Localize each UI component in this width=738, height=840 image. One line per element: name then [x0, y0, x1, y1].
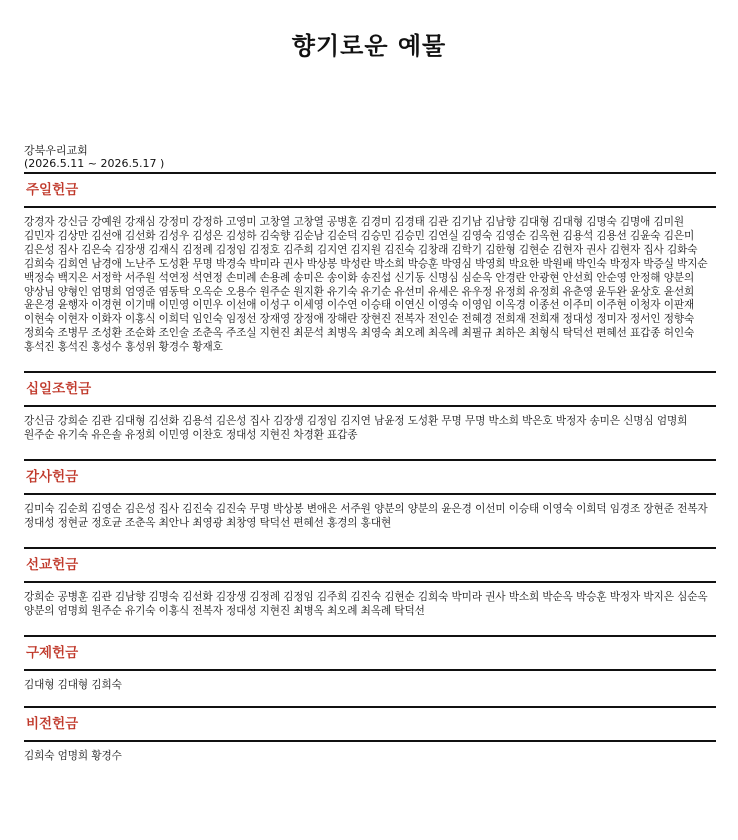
- section-title: 십일조헌금: [26, 381, 92, 398]
- donor-names: 강경자 강신금 강예원 강재심 강정미 강정하 고영미 고창열 고창열 공병훈 김경미 김경태 김관 김기남 김남향 김대형 김대형 김명숙 김명애 김미원 김민자 김상만 김선애 김선화 김성우 김성은 김성하 김숙향 김순남 김순덕 김승민 김승민 김연실 김영숙 김영순 김옥현 김용석 김용선 김윤숙 김은미 김은성 집사 김은숙 김장생 김재식 김정례 김정임 김정호 김주희 김지연 김지원 김진숙 김창래 김학기 김한형 김현순 김현자 권사 김현자 집사 김화숙 김희숙 김희연 남경애 노난주 도성환 무명 박경숙 박미라 권사 박상봉 박성란 박소희 박승훈 박영심 박영희 박요한 박원배 박인숙 박정자 박증실 박지순 백정숙 백지은 서정학 서주원 석연정 석연정 손미례 손용례 송미은 송이화 송진섭 신기동 신명심 심순옥 안경란 안광현 안선희 안순영 안정해 양분의 양상님 양형인 엄명희 엄영준 염동탁 오옥순 오용수 원주순 원지환 유기숙 유기순 유선미 유세은 유우정 유정희 유정희 유춘영 윤두완 윤상호 윤선희 윤은경 윤행자 이경현 이기매 이민영 이민우 이선애 이성구 이세영 이수연 이승태 이연신 이영숙 이영임 이옥경 이종선 이주미 이주현 이청자 이판재 이현숙 이현자 이화자 이홍식 이희덕 임인숙 임정선 장재영 장정애 장해란 장현진 전복자 전인순 전혜경 전희재 전희재 정대성 정미자 정서인 정향숙 정희숙 조병무 조성환 조순화 조인술 조춘옥 주조실 지현진 최문석 최병옥 최영숙 최오례 최옥례 최필규 최하은 최형식 탁덕선 편혜선 표갑종 허인숙 홍석진 홍석진 홍성수 홍성위 황경수 황재호: [24, 216, 708, 354]
- donor-names: 김미숙 김순희 김영순 김은성 집사 김진숙 김진숙 무명 박상봉 변애은 서주원 양분의 양분의 윤은경 이선미 이승태 이영숙 이희덕 임경조 장현준 전복자 정대성 정현균 정호균 조춘옥 최안나 최영광 최창영 탁덕선 편혜선 홍경의 홍대현: [24, 502, 708, 529]
- section-tithe-offering: [24, 371, 716, 459]
- section-mission-offering: [24, 547, 716, 635]
- date-range: (2026.5.11 ~ 2026.5.17 ): [24, 157, 165, 170]
- donor-names: 강희순 공병훈 김관 김남향 김명숙 김선화 김장생 김정례 김정임 김주희 김진숙 김현순 김희숙 박미라 권사 박소희 박순옥 박승훈 박정자 박지은 심순옥 양분의 엄명희 원주순 유기숙 이홍식 전복자 정대성 지현진 최병옥 최오례 최옥례 탁덕선: [24, 590, 708, 617]
- page-title: 향기로운 예물: [291, 32, 447, 60]
- church-info: [24, 144, 164, 170]
- section-title: 비전헌금: [26, 716, 79, 733]
- section-relief-offering: [24, 635, 716, 707]
- donor-names: 김대형 김대형 김희숙: [24, 678, 122, 691]
- donor-names: 김희숙 엄명희 황경수: [24, 750, 122, 763]
- offering-sections: [24, 172, 716, 778]
- section-title: 주일헌금: [26, 182, 79, 198]
- section-vision-offering: [24, 706, 716, 778]
- church-name: 강북우리교회: [24, 144, 88, 157]
- section-thanks-offering: [24, 459, 716, 547]
- section-sunday-offering: [24, 172, 716, 371]
- section-title: 선교헌금: [26, 556, 79, 573]
- section-title: 감사헌금: [26, 468, 79, 485]
- section-title: 구제헌금: [26, 644, 79, 661]
- donor-names: 강신금 강희순 김관 김대형 김선화 김용석 김은성 집사 김장생 김정임 김지연 남윤정 도성환 무명 무명 박소희 박은호 박정자 송미은 신명심 엄명희 원주순 유기숙 유은솔 유정희 이민영 이찬호 정대성 지현진 차경환 표갑종: [24, 415, 688, 441]
